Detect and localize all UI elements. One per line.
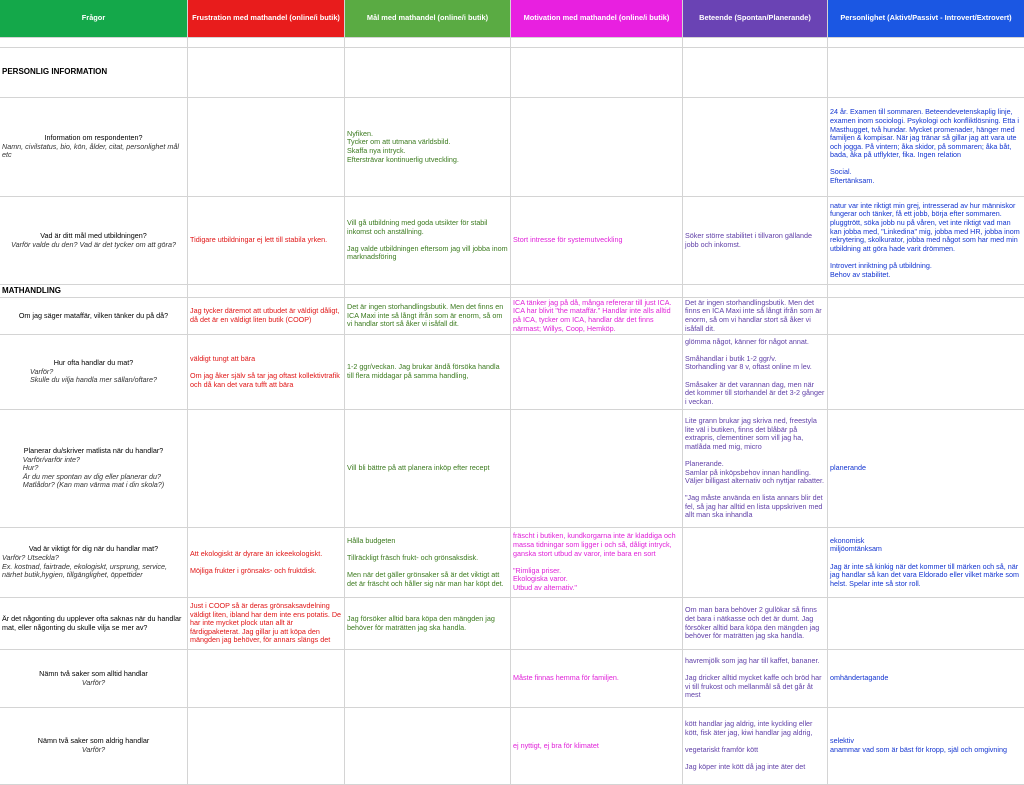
personality-cell[interactable]: natur var inte riktigt min grej, intresserad av hur människor fungerar och tänker, få ett jobb, börja efter sommaren. pluggtrött, söka jobb nu på våren, vet inte riktigt vad man kan jobba med, "Linkedina" mig, jobba med HR, jobba inom rekrytering, skolkurator, jobba med något som har med min utbildning att göra hade varit drömmen. Introvert inriktning på utbildning. Behov av stabilitet.: [830, 200, 1020, 279]
behavior-cell[interactable]: havremjölk som jag har till kaffet, bananer. Jag dricker alltid mycket kaffe och bröd har vi till frukost och mellanmål så det går åt mest: [683, 650, 828, 707]
frustration-cell[interactable]: [188, 650, 345, 707]
frustration-cell[interactable]: väldigt tungt att bära Om jag åker själv så tar jag oftast kollektivtrafik och då kan det vara tufft att bära: [188, 335, 345, 409]
header-row: [0, 0, 1024, 38]
goal-cell[interactable]: Det är ingen storhandlingsbutik. Men det finns en ICA Maxi inte så långt ifrån som är enorm, så om vi handlar stort så åker vi isåfall dit.: [345, 298, 511, 334]
question-text: Hur ofta handlar du mat?: [53, 358, 134, 368]
table-row: [0, 650, 1024, 708]
section-title-food[interactable]: MATHANDLING: [0, 285, 188, 297]
question-cell[interactable]: [0, 410, 188, 527]
frustration-cell[interactable]: Tidigare utbildningar ej lett till stabila yrken.: [188, 197, 345, 284]
table-row: [0, 708, 1024, 785]
header-motivation[interactable]: Motivation med mathandel (online/i butik): [511, 0, 683, 37]
cell[interactable]: [828, 48, 1024, 97]
table-row: [0, 410, 1024, 528]
question-cell[interactable]: [0, 98, 188, 196]
question-subtext: Varför/varför inte? Hur? Är du mer spontan av dig eller planerar du? Matlådor? (Kan man värma mat i din skola?): [22, 454, 165, 490]
goal-cell[interactable]: [345, 650, 511, 707]
table-row: [0, 598, 1024, 650]
behavior-cell[interactable]: [683, 528, 828, 597]
question-text: Vad är ditt mål med utbildningen?: [40, 230, 147, 240]
table-row: [0, 98, 1024, 197]
goal-cell[interactable]: 1-2 ggr/veckan. Jag brukar ändå försöka handla till flera middagar på samma handling,: [345, 335, 511, 409]
table-row: [0, 335, 1024, 410]
frustration-cell[interactable]: Att ekologiskt är dyrare än ickeekologiskt. Möjliga frukter i grönsaks- och fruktdisk.: [188, 528, 345, 597]
behavior-cell[interactable]: [683, 98, 828, 196]
personality-cell[interactable]: [828, 598, 1024, 649]
personality-cell[interactable]: selektiv anammar vad som är bäst för kropp, själ och omgivning: [830, 736, 1007, 754]
question-text: Om jag säger mataffär, vilken tänker du på då?: [18, 310, 169, 320]
motivation-cell[interactable]: [511, 335, 683, 409]
behavior-cell[interactable]: Söker större stabilitet i tillvaron gällande jobb och inkomst.: [683, 197, 828, 284]
behavior-cell[interactable]: kött handlar jag aldrig, inte kyckling eller kött, fisk äter jag, kiwi handlar jag aldrig, vegetariskt framför kött Jag köper inte kött då jag inte äter det: [683, 708, 828, 784]
table-row: [0, 197, 1024, 285]
header-goal[interactable]: Mål med mathandel (online/i butik): [345, 0, 511, 37]
motivation-cell[interactable]: Stort intresse för systemutveckling: [511, 197, 683, 284]
goal-cell[interactable]: Jag försöker alltid bara köpa den mängden jag behöver för maträtten jag ska handla.: [345, 598, 511, 649]
question-cell[interactable]: [0, 335, 188, 409]
table-row: [0, 298, 1024, 335]
behavior-cell[interactable]: glömma något, känner för något annat. Småhandlar i butik 1-2 ggr/v. Storhandling var 8 v, oftast online m lev. Småsaker är det varannan dag, men när det kommer till storhandel är det 3-2 gånger i veckan.: [683, 335, 828, 409]
cell[interactable]: [683, 285, 828, 297]
goal-cell[interactable]: Nyfiken. Tycker om att utmana världsbild. Skaffa nya intryck. Eftersträvar kontinuerlig utveckling.: [345, 98, 511, 196]
question-cell[interactable]: [0, 650, 188, 707]
question-cell[interactable]: [0, 197, 188, 284]
personality-cell[interactable]: planerande: [830, 463, 866, 473]
cell[interactable]: [511, 38, 683, 47]
cell[interactable]: [345, 285, 511, 297]
behavior-cell[interactable]: Det är ingen storhandlingsbutik. Men det finns en ICA Maxi inte så långt ifrån som är enorm, så om vi handlar stort så åker vi isåfall dit.: [683, 298, 828, 334]
cell[interactable]: [683, 48, 828, 97]
motivation-cell[interactable]: [511, 98, 683, 196]
personality-cell[interactable]: 24 år. Examen till sommaren. Beteendevetenskaplig linje, examen inom sociologi. Psykologi och konfliktlösning. Etta i Masthugget, två hundar. Mycket promenader, hänger med familjen & kompisar. När jag tränar så gillar jag att vara ute och jogga. På vintern; åka skidor, på sommaren; åka båt, bada, åka på utflykter, fika. Ingen relation Social. Eftertänksam.: [830, 107, 1019, 186]
goal-cell[interactable]: [345, 708, 511, 784]
cell[interactable]: [828, 38, 1024, 47]
goal-cell[interactable]: Vill gå utbildning med goda utsikter för stabil inkomst och anställning. Jag valde utbildningen eftersom jag vill jobba inom marknadsföring: [345, 197, 511, 284]
goal-cell[interactable]: Hålla budgeten Tillräckligt fräsch frukt- och grönsaksdisk. Men när det gäller grönsaker så är det viktigt att det är fräscht och håller sig när man har köpt det.: [345, 528, 511, 597]
section-title-personal[interactable]: PERSONLIG INFORMATION: [0, 48, 188, 97]
question-subtext: Varför?: [81, 745, 106, 754]
header-behavior[interactable]: Beteende (Spontan/Planerande): [683, 0, 828, 37]
question-text: Nämn två saker som aldrig handlar: [37, 736, 150, 746]
motivation-cell[interactable]: [511, 598, 683, 649]
personality-cell[interactable]: [828, 298, 1024, 334]
cell[interactable]: [828, 285, 1024, 297]
cell[interactable]: [188, 48, 345, 97]
question-subtext: Varför valde du den? Vad är det tycker om att göra?: [11, 239, 176, 249]
cell[interactable]: [345, 48, 511, 97]
header-questions[interactable]: Frågor: [0, 0, 188, 37]
question-subtext: Namn, civilstatus, bio, kön, ålder, citat, personlighet mål etc: [2, 141, 179, 160]
question-text: Planerar du/skriver matlista när du handlar?: [23, 446, 164, 456]
frustration-cell[interactable]: Jag tycker däremot att utbudet är väldigt dåligt, då det är en väldigt liten butik (COOP): [188, 298, 345, 334]
question-cell[interactable]: [0, 528, 188, 597]
motivation-cell[interactable]: ej nyttigt, ej bra för klimatet: [511, 708, 683, 784]
frustration-cell[interactable]: [188, 98, 345, 196]
header-frustration[interactable]: Frustration med mathandel (online/i butik): [188, 0, 345, 37]
goal-cell[interactable]: Vill bli bättre på att planera inköp efter recept: [345, 410, 511, 527]
question-subtext: Varför? Utseckla? Ex. kostnad, fairtrade, ekologiskt, ursprung, service, närhet butik,hygien, tillgänglighet, öppettider: [2, 552, 167, 580]
cell[interactable]: [0, 38, 188, 47]
behavior-cell[interactable]: Lite grann brukar jag skriva ned, freestyla lite väl i butiken, finns det blåbär på extrapris, clementiner som vill jag ha, matlåda med mig, micro Planerande. Samlar på inköpsbehov innan handling. Väljer billigast alternativ och nyttjar rabatter. "Jag måste använda en lista annars blir det fel, så jag har alltid en lista uppskriven med allt man ska inhandla: [683, 410, 828, 527]
cell[interactable]: [188, 285, 345, 297]
table-row: [0, 528, 1024, 598]
personality-cell[interactable]: [828, 335, 1024, 409]
cell[interactable]: [683, 38, 828, 47]
question-cell[interactable]: [0, 708, 188, 784]
cell[interactable]: [511, 285, 683, 297]
cell[interactable]: [511, 48, 683, 97]
motivation-cell[interactable]: fräscht i butiken, kundkorgarna inte är kladdiga och massa tidningar som ligger i och så, dåligt intryck, ganska stort utbud av varor, inte bara en sort "Rimliga priser. Ekologiska varor. Utbud av alternativ.": [511, 528, 683, 597]
cell[interactable]: [188, 38, 345, 47]
frustration-cell[interactable]: Just i COOP så är deras grönsaksavdelning väldigt liten, ibland har dem inte ens potatis. De har inte mycket plock utan allt är färdigpaketerat. Jag gillar ju att köpa den mängden jag behöver, för annars slängs det: [188, 598, 345, 649]
section-row-food: [0, 285, 1024, 298]
behavior-cell[interactable]: Om man bara behöver 2 gullökar så finns det bara i nätkasse och det är dumt. Jag försöker alltid bara köpa den mängden jag behöver för maträtten jag ska handla.: [683, 598, 828, 649]
frustration-cell[interactable]: [188, 708, 345, 784]
question-subtext: Varför?: [81, 677, 106, 687]
motivation-cell[interactable]: [511, 410, 683, 527]
question-text: Nämn två saker som alltid handlar: [39, 668, 148, 678]
cell[interactable]: [345, 38, 511, 47]
frustration-cell[interactable]: [188, 410, 345, 527]
motivation-cell[interactable]: Måste finnas hemma för familjen.: [511, 650, 683, 707]
question-text: Information om respondenten?: [44, 133, 143, 143]
header-personality[interactable]: Personlighet (Aktivt/Passivt - Introvert/Extrovert): [828, 0, 1024, 37]
question-cell[interactable]: [0, 598, 188, 649]
question-cell[interactable]: [0, 298, 188, 334]
personality-cell[interactable]: omhändertagande: [830, 673, 889, 683]
question-text: Är det någonting du upplever ofta saknas när du handlar mat, eller någonting du skulle vilja se mer av?: [2, 613, 182, 632]
question-subtext: Varför? Skulle du vilja handla mer sällan/oftare?: [29, 366, 158, 385]
personality-cell[interactable]: ekonomisk miljöomtänksam Jag är inte så kinkig när det kommer till märken och så, när jag handlar så kan det vara Eldorado eller vilket märke som helst. Spelar inte så stor roll.: [830, 535, 1019, 588]
motivation-cell[interactable]: ICA tänker jag på då, många refererar till just ICA. ICA har blivit "the mataffär." Handlar inte alls alltid på ICA, tycker om ICA, handlar där det finns närmast; Willys, Coop, Hemköp.: [511, 298, 683, 334]
question-text: Vad är viktigt för dig när du handlar mat?: [28, 544, 159, 554]
spacer-row: [0, 38, 1024, 48]
section-row-personal: [0, 48, 1024, 98]
